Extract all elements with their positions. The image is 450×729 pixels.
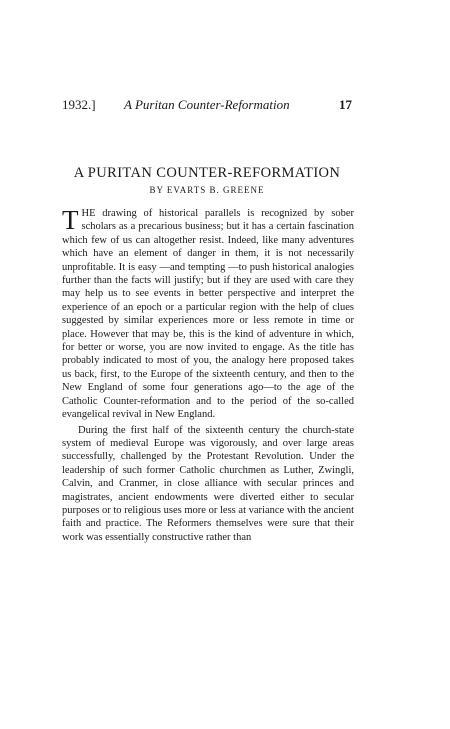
running-head-year: 1932.] [62, 97, 96, 112]
article-byline: BY EVARTS B. GREENE [149, 185, 265, 195]
running-head [62, 97, 352, 115]
running-head-title: A Puritan Counter-Reformation [124, 97, 290, 112]
article-body [62, 207, 354, 544]
paragraph-1-text: HE drawing of historical parallels is recognized by sober scholars as a precarious business; but it has a certain fascination which few of us can altogether resist. Indeed, like many adventures which have an element of danger in them, it is not necessarily unprofitable. It is easy —and tempting —to push historical analogies further than the facts will justify; but if they are used with care they may help us to see events in better perspective and interpret the experience of an epoch or a particular region with the help of clues suggested by similar experiences more or less remote in time or place. However that may be, this is the kind of adventure in which, for better or worse, you are now invited to engage. As the title has probably indicated to most of you, the analogy here proposed takes us back, first, to the Europe of the sixteenth century, and then to the New England of some four generations ago—to the age of the Catholic Counter-reformation and to the period of the so-called evangelical revival in New England. [62, 208, 354, 421]
paragraph-2: During the first half of the sixteenth century the church-state system of medieval Europe was vigorously, and over large areas successfully, challenged by the Protestant Revolution. Under the leadership of such former Catholic churchmen as Luther, Zwingli, Calvin, and Cranmer, in close alliance with secular princes and magistrates, ancient endowments were diverted either to secular purposes or to religious uses more or less at variance with the ancient faith and practice. The Reformers themselves were sure that their work was essentially constructive rather than [62, 424, 354, 543]
page-number: 17 [339, 97, 352, 112]
paragraph-1 [62, 207, 354, 422]
drop-cap-initial: T [62, 205, 79, 235]
article-title: A PURITAN COUNTER-REFORMATION [73, 165, 341, 181]
